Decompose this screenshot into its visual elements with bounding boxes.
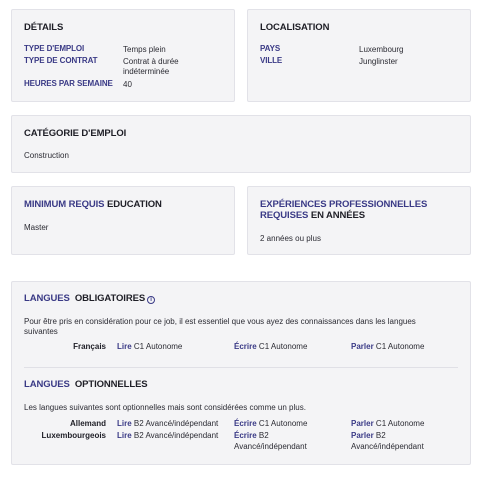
write-skill <box>234 430 334 452</box>
speak-value: C1 Autonome <box>375 342 425 351</box>
employment-type-label: TYPE D'EMPLOI <box>24 44 85 53</box>
speak-label: Parler <box>351 431 374 440</box>
languages-divider <box>24 367 458 368</box>
contract-type-label: TYPE DE CONTRAT <box>24 56 98 65</box>
hours-per-week-label: HEURES PAR SEMAINE <box>24 79 113 88</box>
read-label: Lire <box>117 419 132 428</box>
experience-value: 2 années ou plus <box>260 234 321 243</box>
mandatory-languages-title <box>24 293 155 304</box>
city-label: VILLE <box>260 56 283 65</box>
write-skill <box>234 341 307 352</box>
read-skill <box>117 418 218 429</box>
speak-skill <box>351 430 451 452</box>
education-title-accent: MINIMUM REQUIS <box>24 199 105 210</box>
speak-label: Parler <box>351 419 374 428</box>
country-value: Luxembourg <box>359 45 404 54</box>
read-value: B2 Avancé/indépendant <box>133 431 219 440</box>
experience-card <box>247 186 471 255</box>
write-label: Écrire <box>234 431 257 440</box>
language-name: Luxembourgeois <box>41 431 106 440</box>
optional-languages-description: Les langues suivantes sont optionnelles mais sont considérées comme un plus. <box>24 403 306 412</box>
read-label: Lire <box>117 342 132 351</box>
speak-value: B2 Avancé/indépendant <box>351 431 424 451</box>
optional-languages-title <box>24 379 148 390</box>
country-label: PAYS <box>260 44 281 53</box>
details-title: DÉTAILS <box>24 22 64 33</box>
city-value: Junglinster <box>359 57 398 66</box>
read-skill <box>117 341 182 352</box>
education-value: Master <box>24 223 49 232</box>
language-name: Français <box>73 342 106 351</box>
write-value: C1 Autonome <box>258 342 308 351</box>
language-name: Allemand <box>69 419 106 428</box>
write-value: C1 Autonome <box>258 419 308 428</box>
optional-title-accent: LANGUES <box>24 379 70 390</box>
education-title <box>24 199 162 210</box>
speak-skill <box>351 418 424 429</box>
read-value: B2 Avancé/indépendant <box>133 419 219 428</box>
location-title: LOCALISATION <box>260 22 330 33</box>
read-skill <box>117 430 218 441</box>
experience-title-rest: EN ANNÉES <box>310 210 366 221</box>
optional-title-rest: OPTIONNELLES <box>74 379 148 390</box>
location-card <box>247 9 471 102</box>
contract-type-value: Contrat à durée indéterminée <box>123 57 179 76</box>
speak-label: Parler <box>351 342 374 351</box>
experience-title-accent: EXPÉRIENCES PROFESSIONNELLES REQUISES <box>260 199 428 221</box>
write-label: Écrire <box>234 419 257 428</box>
speak-skill <box>351 341 424 352</box>
category-title: CATÉGORIE D'EMPLOI <box>24 128 127 139</box>
speak-value: C1 Autonome <box>375 419 425 428</box>
write-skill <box>234 418 307 429</box>
mandatory-title-accent: LANGUES <box>24 293 70 304</box>
info-icon[interactable]: i <box>147 296 155 304</box>
education-title-rest: EDUCATION <box>106 199 162 210</box>
details-card <box>11 9 235 102</box>
category-card <box>11 115 471 173</box>
write-value: B2 Avancé/indépendant <box>234 431 307 451</box>
education-card <box>11 186 235 255</box>
write-label: Écrire <box>234 342 257 351</box>
category-value: Construction <box>24 151 69 160</box>
mandatory-languages-description: Pour être pris en considération pour ce job, il est essentiel que vous ayez des connaissances dans les langues suivantes <box>24 317 416 336</box>
read-label: Lire <box>117 431 132 440</box>
read-value: C1 Autonome <box>133 342 183 351</box>
employment-type-value: Temps plein <box>123 45 166 54</box>
hours-per-week-value: 40 <box>123 80 132 89</box>
mandatory-title-rest: OBLIGATOIRES <box>74 293 146 304</box>
experience-title <box>260 199 450 221</box>
languages-card <box>11 281 471 465</box>
